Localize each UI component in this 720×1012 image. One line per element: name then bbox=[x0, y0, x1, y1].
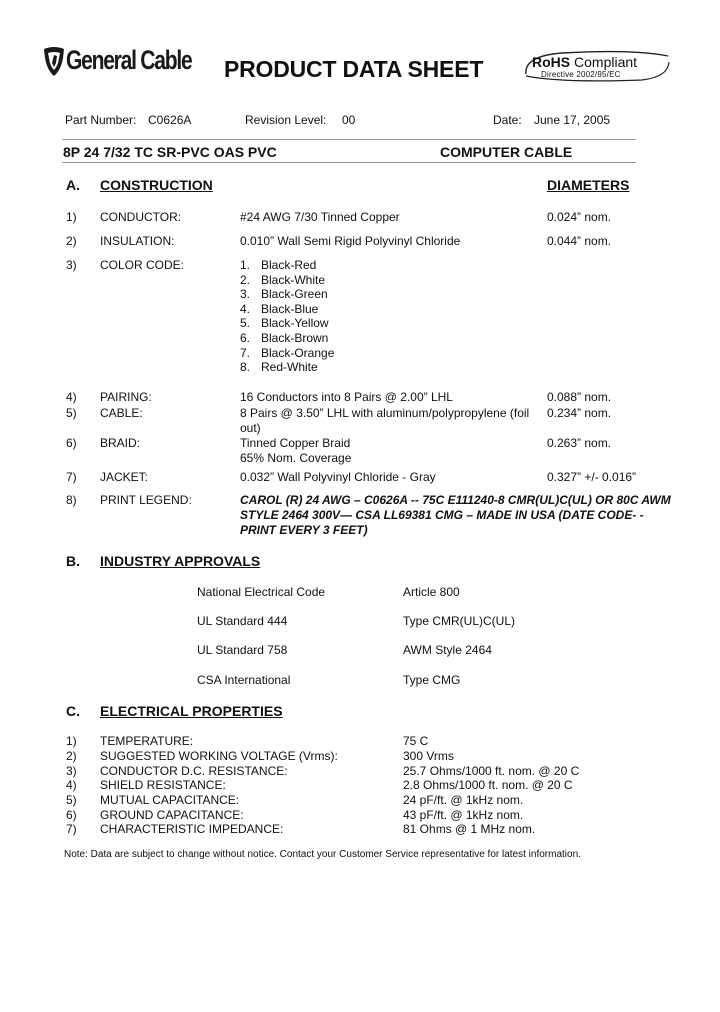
construction-diameter: 0.024” nom. bbox=[547, 210, 612, 224]
product-name: 8P 24 7/32 TC SR-PVC OAS PVC bbox=[63, 144, 277, 160]
rohs-brand: RoHS bbox=[532, 54, 571, 70]
electrical-num: 3) bbox=[66, 764, 77, 778]
approval-rating: AWM Style 2464 bbox=[403, 643, 492, 657]
color-code-num: 8. bbox=[240, 360, 251, 374]
construction-label: PRINT LEGEND: bbox=[100, 493, 192, 507]
footnote: Note: Data are subject to change without notice. Contact your Customer Service representative for latest information. bbox=[64, 849, 581, 860]
construction-diameter: 0.327” +/- 0.016” bbox=[547, 470, 637, 484]
color-code-num: 2. bbox=[240, 273, 251, 287]
electrical-label: GROUND CAPACITANCE: bbox=[100, 808, 244, 822]
revision-label: Revision Level: bbox=[245, 113, 327, 127]
approval-agency: National Electrical Code bbox=[197, 585, 326, 599]
construction-value-secondary: 65% Nom. Coverage bbox=[240, 451, 352, 465]
color-code-value: Black-Orange bbox=[261, 346, 335, 360]
part-number-value: C0626A bbox=[148, 113, 192, 127]
part-number-label: Part Number: bbox=[65, 113, 137, 127]
logo-text: General Cable bbox=[66, 45, 192, 75]
diameters-title: DIAMETERS bbox=[547, 177, 630, 193]
electrical-num: 7) bbox=[66, 822, 77, 836]
revision-value: 00 bbox=[342, 113, 356, 127]
construction-label: BRAID: bbox=[100, 436, 141, 450]
construction-diameter: 0.044” nom. bbox=[547, 234, 612, 248]
electrical-label: SUGGESTED WORKING VOLTAGE (Vrms): bbox=[100, 749, 338, 763]
logo bbox=[42, 44, 212, 80]
color-code-value: Black-Brown bbox=[261, 331, 329, 345]
construction-num: 3) bbox=[66, 258, 77, 272]
color-code-num: 5. bbox=[240, 316, 251, 330]
electrical-num: 2) bbox=[66, 749, 77, 763]
color-code-num: 3. bbox=[240, 287, 251, 301]
construction-value: Tinned Copper Braid bbox=[240, 436, 351, 450]
electrical-value: 81 Ohms @ 1 MHz nom. bbox=[403, 822, 536, 836]
electrical-label: SHIELD RESISTANCE: bbox=[100, 778, 226, 792]
color-code-num: 6. bbox=[240, 331, 251, 345]
construction-label: JACKET: bbox=[100, 470, 149, 484]
product-category: COMPUTER CABLE bbox=[440, 144, 573, 160]
construction-label: CABLE: bbox=[100, 406, 143, 420]
construction-diameter: 0.263” nom. bbox=[547, 436, 612, 450]
construction-diameter: 0.088” nom. bbox=[547, 390, 612, 404]
electrical-label: TEMPERATURE: bbox=[100, 734, 194, 748]
construction-num: 8) bbox=[66, 493, 77, 507]
construction-value: 0.010” Wall Semi Rigid Polyvinyl Chloride bbox=[240, 234, 461, 248]
construction-value: 16 Conductors into 8 Pairs @ 2.00” LHL bbox=[240, 390, 453, 404]
construction-value: 0.032” Wall Polyvinyl Chloride - Gray bbox=[240, 470, 436, 484]
date-value: June 17, 2005 bbox=[534, 113, 611, 127]
construction-diameter: 0.234” nom. bbox=[547, 406, 612, 420]
print-legend-text: CAROL (R) 24 AWG – C0626A -- 75C E111240-8 CMR(UL)C(UL) OR 80C AWM STYLE 2464 300V— CSA LL69381 CMG – MADE IN USA (DATE CODE- - PRINT EVERY 3 FEET) bbox=[240, 493, 671, 537]
section-b-title: INDUSTRY APPROVALS bbox=[100, 553, 261, 569]
color-code-value: Black-Red bbox=[261, 258, 317, 272]
section-a-letter: A. bbox=[66, 177, 80, 193]
construction-num: 7) bbox=[66, 470, 77, 484]
electrical-num: 5) bbox=[66, 793, 77, 807]
color-code-num: 1. bbox=[240, 258, 251, 272]
electrical-num: 1) bbox=[66, 734, 77, 748]
rohs-directive: Directive 2002/95/EC bbox=[541, 70, 621, 79]
electrical-value: 25.7 Ohms/1000 ft. nom. @ 20 C bbox=[403, 764, 580, 778]
rohs-badge bbox=[522, 50, 670, 82]
divider-top bbox=[62, 139, 636, 140]
approval-agency: UL Standard 758 bbox=[197, 643, 288, 657]
construction-num: 5) bbox=[66, 406, 77, 420]
color-code-value: Black-Blue bbox=[261, 302, 319, 316]
construction-num: 2) bbox=[66, 234, 77, 248]
approval-rating: Type CMG bbox=[403, 673, 461, 687]
rohs-title bbox=[532, 54, 637, 70]
color-code-value: Red-White bbox=[261, 360, 318, 374]
divider-bottom bbox=[62, 162, 636, 163]
electrical-num: 4) bbox=[66, 778, 77, 792]
electrical-value: 75 C bbox=[403, 734, 429, 748]
color-code-num: 4. bbox=[240, 302, 251, 316]
construction-label: INSULATION: bbox=[100, 234, 175, 248]
electrical-num: 6) bbox=[66, 808, 77, 822]
construction-label: PAIRING: bbox=[100, 390, 152, 404]
color-code-value: Black-White bbox=[261, 273, 326, 287]
electrical-value: 300 Vrms bbox=[403, 749, 454, 763]
construction-num: 6) bbox=[66, 436, 77, 450]
page-title: PRODUCT DATA SHEET bbox=[224, 56, 484, 82]
section-a-title: CONSTRUCTION bbox=[100, 177, 213, 193]
rohs-status: Compliant bbox=[574, 54, 638, 70]
approval-agency: UL Standard 444 bbox=[197, 614, 288, 628]
construction-label: COLOR CODE: bbox=[100, 258, 185, 272]
color-code-value: Black-Green bbox=[261, 287, 328, 301]
color-code-num: 7. bbox=[240, 346, 251, 360]
electrical-value: 2.8 Ohms/1000 ft. nom. @ 20 C bbox=[403, 778, 573, 792]
approval-rating: Article 800 bbox=[403, 585, 460, 599]
construction-num: 1) bbox=[66, 210, 77, 224]
section-b-letter: B. bbox=[66, 553, 80, 569]
electrical-label: MUTUAL CAPACITANCE: bbox=[100, 793, 240, 807]
section-c-title: ELECTRICAL PROPERTIES bbox=[100, 703, 283, 719]
date-label: Date: bbox=[493, 113, 522, 127]
construction-label: CONDUCTOR: bbox=[100, 210, 182, 224]
electrical-label: CHARACTERISTIC IMPEDANCE: bbox=[100, 822, 284, 836]
approval-rating: Type CMR(UL)C(UL) bbox=[403, 614, 516, 628]
electrical-value: 24 pF/ft. @ 1kHz nom. bbox=[403, 793, 524, 807]
construction-num: 4) bbox=[66, 390, 77, 404]
section-c-letter: C. bbox=[66, 703, 80, 719]
electrical-value: 43 pF/ft. @ 1kHz nom. bbox=[403, 808, 524, 822]
electrical-label: CONDUCTOR D.C. RESISTANCE: bbox=[100, 764, 288, 778]
color-code-value: Black-Yellow bbox=[261, 316, 329, 330]
construction-value: #24 AWG 7/30 Tinned Copper bbox=[240, 210, 400, 224]
approval-agency: CSA International bbox=[197, 673, 291, 687]
general-cable-shield-icon bbox=[42, 46, 66, 78]
construction-value: 8 Pairs @ 3.50” LHL with aluminum/polypropylene (foil out) bbox=[240, 406, 530, 435]
